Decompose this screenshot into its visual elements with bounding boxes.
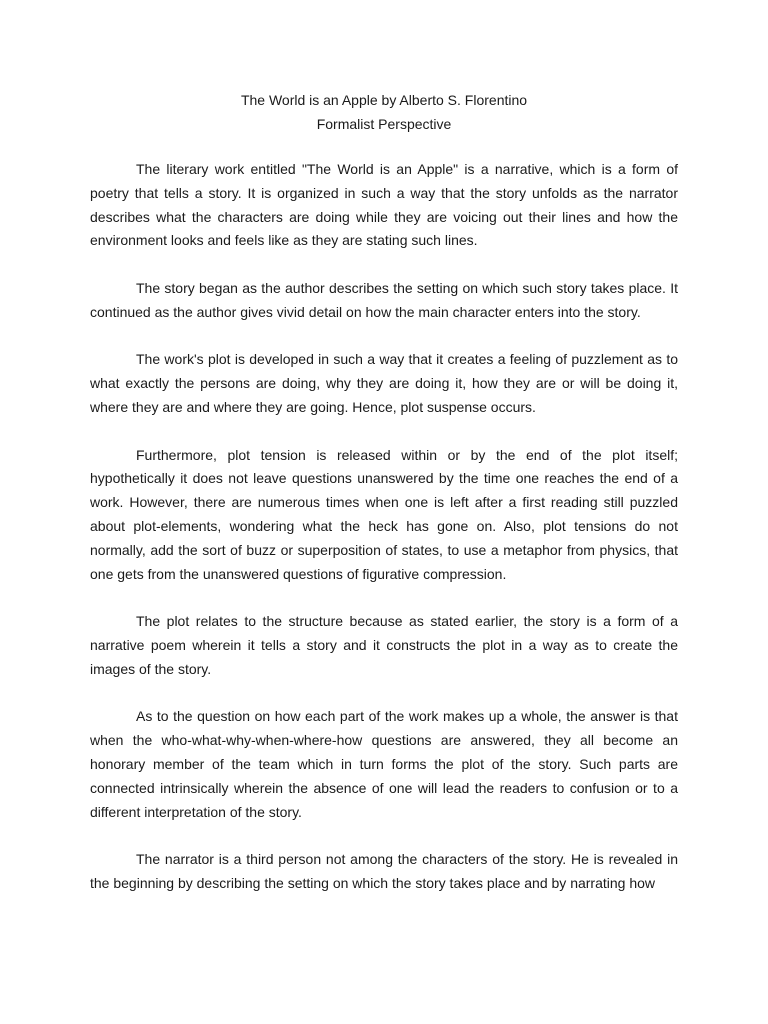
document-body	[90, 158, 678, 920]
paragraph-4: Furthermore, plot tension is released within or by the end of the plot itself; hypothetically it does not leave questions unanswered by the time one reaches the end of a work. However, there are numerous times when one is left after a first reading still puzzled about plot-elements, wondering what the heck has gone on. Also, plot tensions do not normally, add the sort of buzz or superposition of states, to use a metaphor from physics, that one gets from the unanswered questions of figurative compression.	[90, 446, 678, 582]
paragraph-2: The story began as the author describes the setting on which such story takes place. It continued as the author gives vivid detail on how the main character enters into the story.	[90, 279, 678, 320]
paragraph-6: As to the question on how each part of the work makes up a whole, the answer is that when the who-what-why-when-where-how questions are answered, they all become an honorary member of the team which in turn forms the plot of the story. Such parts are connected intrinsically wherein the absence of one will lead the readers to confusion or to a different interpretation of the story.	[90, 708, 678, 820]
paragraph-7: The narrator is a third person not among the characters of the story. He is revealed in the beginning by describing the setting on which the story takes place and by narrating how	[90, 851, 678, 891]
document-title: The World is an Apple by Alberto S. Florentino	[240, 92, 528, 108]
paragraph-3: The work's plot is developed in such a way that it creates a feeling of puzzlement as to what exactly the persons are doing, why they are doing it, how they are or will be doing it, where they are and where they are going. Hence, plot suspense occurs.	[90, 351, 678, 415]
document-header	[90, 88, 678, 136]
paragraph-5: The plot relates to the structure because as stated earlier, the story is a form of a narrative poem wherein it tells a story and it constructs the plot in a way as to create the images of the story.	[90, 613, 678, 677]
document-subtitle: Formalist Perspective	[316, 116, 452, 132]
paragraph-1: The literary work entitled "The World is an Apple" is a narrative, which is a form of poetry that tells a story. It is organized in such a way that the story unfolds as the narrator describes what the characters are doing while they are voicing out their lines and how the environment looks and feels like as they are stating such lines.	[90, 161, 678, 249]
